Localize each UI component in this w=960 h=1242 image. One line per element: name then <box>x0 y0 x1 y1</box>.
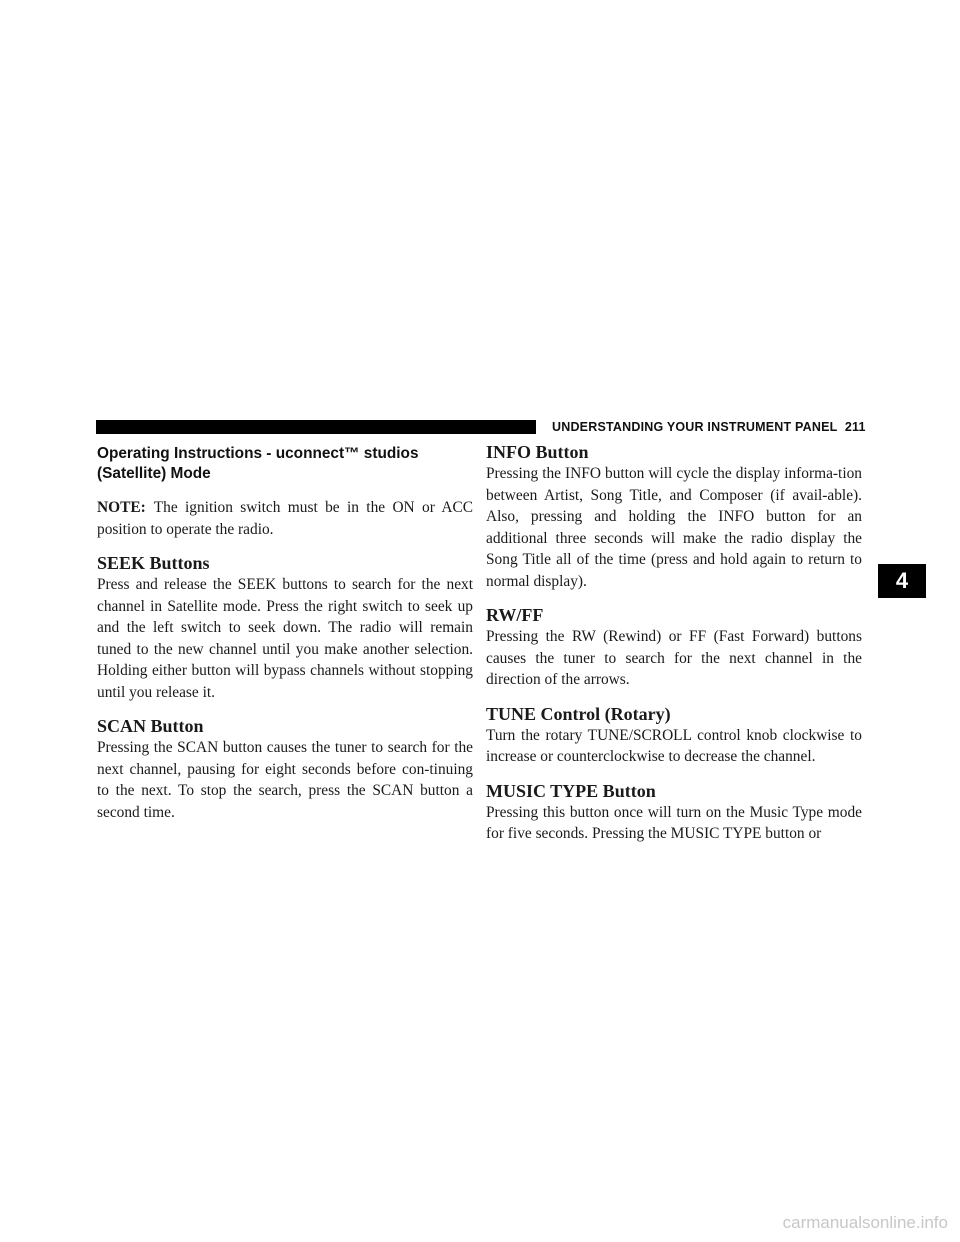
note-paragraph <box>97 497 473 540</box>
seek-buttons-body: Press and release the SEEK buttons to search for the next channel in Satellite mode. Press the right switch to seek up and the left switch to seek down. The radio will remain tuned to the new channel until you make another selection. Holding either button will bypass channels without stopping until you release it. <box>97 576 473 701</box>
header-rule <box>96 420 536 434</box>
tune-control-heading: TUNE Control (Rotary) <box>486 703 671 724</box>
left-column <box>97 444 473 836</box>
page-number: 211 <box>844 420 866 434</box>
running-header-title: UNDERSTANDING YOUR INSTRUMENT PANEL <box>552 420 838 434</box>
scan-button-body: Pressing the SCAN button causes the tuner to search for the next channel, pausing for eight seconds before con-tinuing to the next. To stop the search, press the SCAN button a second time. <box>97 739 473 821</box>
right-column <box>486 442 862 858</box>
tune-control-body: Turn the rotary TUNE/SCROLL control knob clockwise to increase or counterclockwise to decrease the channel. <box>486 726 862 765</box>
seek-buttons-heading: SEEK Buttons <box>97 553 210 573</box>
info-button-heading: INFO Button <box>486 442 589 462</box>
section-title: Operating Instructions - uconnect™ studios (Satellite) Mode <box>97 445 419 482</box>
info-button-body: Pressing the INFO button will cycle the display informa-tion between Artist, Song Title, and Composer (if avail-able). Also, pressing and holding the INFO button for an additional three seconds will make the radio display the Song Title all of the time (press and hold again to return to normal display). <box>486 465 862 590</box>
chapter-tab: 4 <box>878 564 926 598</box>
running-header <box>552 420 866 435</box>
watermark: carmanualsonline.info <box>782 1213 948 1232</box>
rw-ff-heading: RW/FF <box>486 605 544 625</box>
note-label: NOTE: <box>97 499 146 516</box>
music-type-heading: MUSIC TYPE Button <box>486 780 656 801</box>
rw-ff-body: Pressing the RW (Rewind) or FF (Fast Forward) buttons causes the tuner to search for the next channel in the direction of the arrows. <box>486 628 862 688</box>
music-type-body: Pressing this button once will turn on the Music Type mode for five seconds. Pressing the MUSIC TYPE button or <box>486 803 862 842</box>
note-text: The ignition switch must be in the ON or ACC position to operate the radio. <box>97 499 473 538</box>
scan-button-heading: SCAN Button <box>97 716 204 736</box>
